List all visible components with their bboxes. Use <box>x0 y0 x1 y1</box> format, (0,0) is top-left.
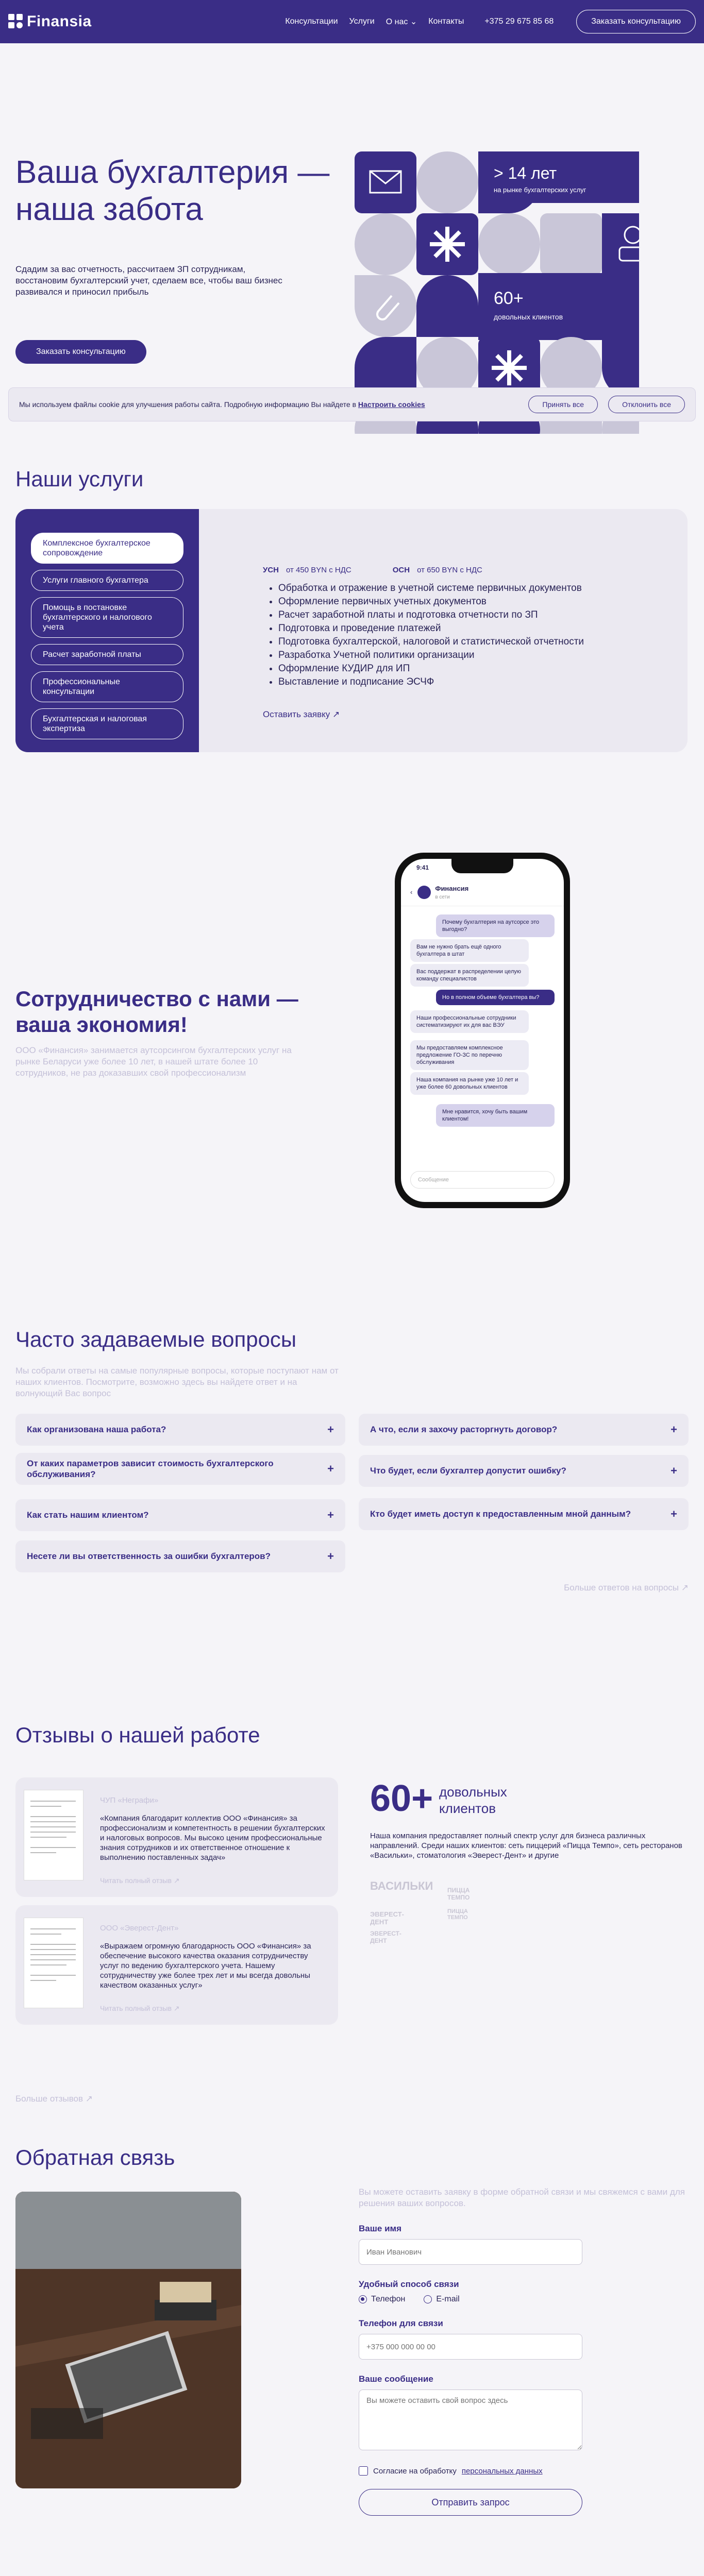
user-icon <box>602 213 639 275</box>
phone-screen <box>401 859 564 1202</box>
faq-question-text: От каких параметров зависит стоимость бухгалтерского обслуживания? <box>27 1459 274 1479</box>
mosaic-circle <box>478 213 540 275</box>
hero-cta-button[interactable]: Заказать консультацию <box>15 340 146 364</box>
leave-request-link[interactable] <box>263 709 655 720</box>
reviews-title: Отзывы о нашей работе <box>15 1723 260 1747</box>
chat-message: Наши профессиональные сотрудники систематизируют их для вас ВЭУ <box>410 1010 529 1033</box>
osn-price: от 650 BYN с НДС <box>417 566 482 574</box>
tab-consultations[interactable]: Профессиональные консультации <box>31 671 183 702</box>
mosaic-circle <box>416 151 478 213</box>
faq-question-text: Несете ли вы ответственность за ошибки бухгалтеров? <box>27 1551 271 1561</box>
hero-title: Ваша бухгалтерия — наша забота <box>15 155 330 227</box>
stat-clients <box>478 273 639 340</box>
read-review-label: Читать полный отзыв <box>100 1876 172 1885</box>
consent-text: Согласие на обработку <box>373 2466 457 2476</box>
chat-message: Мы предоставляем комплексное предложение ГО-ЗС по перечню обслуживания <box>410 1040 529 1070</box>
cookie-text-wrap <box>19 400 425 409</box>
service-item: • Обработка и отражение в учетной системе первичных документов <box>278 582 655 595</box>
more-faq-label: Больше ответов на вопросы <box>564 1583 679 1592</box>
service-item: • Расчет заработной платы и подготовка отчетности по ЗП <box>278 608 655 622</box>
faq-question[interactable] <box>15 1414 345 1446</box>
header-cta-button[interactable]: Заказать консультацию <box>576 10 696 33</box>
tab-chief-accountant[interactable]: Услуги главного бухгалтера <box>31 570 183 591</box>
radio-email[interactable] <box>424 2295 459 2304</box>
client-logo: ЭВЕРЕСТ-ДЕНТ <box>370 1930 401 1944</box>
cookie-banner <box>8 387 696 421</box>
office-photo <box>15 2192 241 2488</box>
phone-input[interactable] <box>359 2334 582 2360</box>
cooperation-section <box>0 778 704 1306</box>
read-review-link[interactable] <box>100 2004 180 2013</box>
arrow-up-right-icon: ↗ <box>85 2094 93 2104</box>
radio-phone-indicator <box>359 2295 367 2303</box>
more-reviews-link[interactable] <box>15 2094 93 2104</box>
nav-contacts[interactable]: Контакты <box>428 17 464 26</box>
nav-about-label: О нас <box>385 18 408 26</box>
faq-question-text: Как стать нашим клиентом? <box>27 1510 149 1520</box>
chat-message: Мне нравится, хочу быть вашим клиентом! <box>436 1104 555 1127</box>
contact-method-label: Удобный способ связи <box>359 2279 459 2289</box>
faq-title: Часто задаваемые вопросы <box>15 1327 297 1351</box>
plus-icon: + <box>671 1464 677 1477</box>
phone-time: 9:41 <box>416 864 429 871</box>
read-review-label: Читать полный отзыв <box>100 2004 172 2012</box>
faq-question[interactable] <box>15 1453 345 1485</box>
feedback-form <box>359 2187 689 2516</box>
review-document-image[interactable] <box>24 1918 83 2008</box>
chat-message: Вам не нужно брать ещё одного бухгалтера в штат <box>410 939 529 962</box>
review-card <box>15 1777 338 1897</box>
service-details <box>263 566 655 720</box>
review-text: «Выражаем огромную благодарность ООО «Финансия» за обеспечение высокого качества оказания сотрудничеству услуг по ведению бухгалтерского учета. Нашему сотрудничеству уже более трех лет и мы всегда довольны качеством оказанных услуг» <box>100 1942 311 1990</box>
usn-price: от 450 BYN с НДС <box>286 566 351 574</box>
tab-complex[interactable]: Комплексное бухгалтерское сопровождение <box>31 533 183 564</box>
logo[interactable] <box>8 13 92 30</box>
plus-icon: + <box>327 1550 334 1563</box>
hero-lead: Сдадим за вас отчетность, рассчитаем ЗП сотрудникам, восстановим бухгалтерский учет, сделаем все, чтобы ваш бизнес развивался и приносил прибыль <box>15 264 282 297</box>
feedback-note: Вы можете оставить заявку в форме обратной связи и мы свяжемся с вами для решения ваших вопросов. <box>359 2187 685 2208</box>
plus-icon: + <box>327 1423 334 1436</box>
message-textarea[interactable] <box>359 2389 582 2450</box>
review-author: ЧУП «Неграфи» <box>100 1796 159 1805</box>
service-item: • Оформление первичных учетных документов <box>278 595 655 608</box>
service-item: • Разработка Учетной политики организации <box>278 649 655 662</box>
plus-icon: + <box>671 1423 677 1436</box>
chat-message: Вас поддержат в распределении целую команду специалистов <box>410 964 529 987</box>
mosaic-square <box>540 213 602 275</box>
service-item: • Подготовка и проведение платежей <box>278 622 655 635</box>
usn-label: УСН <box>263 566 279 574</box>
client-logo: ЭВЕРЕСТ-ДЕНТ <box>370 1910 404 1926</box>
stat-years-label: на рынке бухгалтерских услуг <box>494 186 586 194</box>
radio-email-indicator <box>424 2295 432 2303</box>
chat-input[interactable]: Сообщение <box>410 1171 555 1189</box>
user-tile <box>602 213 639 275</box>
service-items <box>263 582 655 689</box>
tab-salary[interactable]: Расчет заработной платы <box>31 644 183 665</box>
clip-tile <box>355 275 416 337</box>
review-text: «Компания благодарит коллектив ООО «Финансия» за профессионализм и компетентность в решении бухгалтерских и налоговых вопросов. Мы высоко ценим профессиональные знания сотрудников и их ответственное отношение к выполнению поставленных задач» <box>100 1814 325 1862</box>
name-label: Ваше имя <box>359 2224 402 2233</box>
review-card <box>15 1905 338 2025</box>
plus-icon: + <box>671 1507 677 1520</box>
snowflake-tile <box>416 213 478 275</box>
mosaic-circle <box>355 213 416 275</box>
chat-status: в сети <box>435 894 450 900</box>
arrow-up-right-icon: ↗ <box>173 2004 180 2012</box>
nav-consultations[interactable]: Консультации <box>285 17 338 26</box>
logo-icon <box>8 14 24 29</box>
service-item: • Оформление КУДИР для ИП <box>278 662 655 675</box>
chat-name <box>435 885 468 900</box>
arrow-up-right-icon: ↗ <box>681 1583 689 1592</box>
osn-label: ОСН <box>392 566 410 574</box>
phone-label: Телефон для связи <box>359 2318 443 2328</box>
tab-setup[interactable]: Помощь в постановке бухгалтерского и налогового учета <box>31 597 183 638</box>
faq-question[interactable] <box>359 1455 689 1487</box>
phone-notch <box>451 859 513 873</box>
faq-section <box>0 1306 704 1718</box>
message-label: Ваше сообщение <box>359 2374 433 2384</box>
cookie-accept-button[interactable]: Принять все <box>528 396 598 413</box>
service-item: • Выставление и подписание ЭСЧФ <box>278 675 655 689</box>
chevron-down-icon: ⌄ <box>410 18 417 26</box>
feedback-title: Обратная связь <box>15 2145 175 2170</box>
desk-illustration <box>15 2192 241 2488</box>
more-faq-link[interactable] <box>564 1583 689 1593</box>
services-title: Наши услуги <box>15 467 144 491</box>
leave-request-label: Оставить заявку <box>263 709 330 719</box>
coop-desc: ООО «Финансия» занимается аутсорсингом бухгалтерских услуг на рынке Беларуси уже более 10 лет, в нашей штате более 10 сотрудников, не раз доказавших свой профессионализм <box>15 1045 292 1078</box>
site-header <box>0 0 704 43</box>
faq-question-text: А что, если я захочу расторгнуть договор? <box>370 1425 558 1434</box>
clients-count-label: довольных клиентов <box>439 1784 507 1816</box>
client-logo: ВАСИЛЬКИ <box>370 1879 433 1892</box>
price-osn <box>393 566 482 574</box>
stat-years-value: > 14 лет <box>494 164 557 182</box>
header-phone[interactable]: +375 29 675 85 68 <box>484 17 554 26</box>
consent-checkbox[interactable] <box>359 2466 368 2476</box>
faq-question-text: Кто будет иметь доступ к предоставленным мной данным? <box>370 1509 631 1519</box>
client-logo: ПИЦЦА ТЕМПО <box>447 1887 470 1901</box>
chat-message: Наша компания на рынке уже 10 лет и уже более 60 довольных клиентов <box>410 1072 529 1095</box>
tab-expertise[interactable]: Бухгалтерская и налоговая экспертиза <box>31 708 183 739</box>
clients-text: Наша компания предоставляет полный спектр услуг для бизнеса различных направлений. Среди наших клиентов: сеть пиццерий «Пицца Темпо», сеть ресторанов «Васильки», стоматология «Эверест-Дент» и другие <box>370 1832 682 1860</box>
stat-years <box>483 151 639 203</box>
cookie-decline-button[interactable]: Отклонить все <box>608 396 685 413</box>
radio-phone[interactable] <box>359 2295 405 2304</box>
nav-services[interactable]: Услуги <box>349 17 375 26</box>
submit-request-button[interactable]: Отправить запрос <box>359 2489 582 2516</box>
faq-question-text: Что будет, если бухгалтер допустит ошибку? <box>370 1466 566 1476</box>
mail-icon <box>355 151 416 213</box>
snowflake-icon <box>416 213 478 275</box>
radio-email-label: E-mail <box>436 2295 460 2303</box>
plus-icon: + <box>327 1462 334 1475</box>
service-item: • Подготовка бухгалтерской, налоговой и статистической отчетности <box>278 635 655 649</box>
chat-avatar <box>417 886 431 899</box>
faq-desc: Мы собрали ответы на самые популярные вопросы, которые поступают нам от наших клиентов. Посмотрите, возможно здесь вы найдете ответ и на волнующий Вас вопрос <box>15 1366 339 1398</box>
price-row <box>263 566 655 574</box>
chat-message: Но в полном объеме бухгалтера вы? <box>436 990 555 1005</box>
faq-question-text: Как организована наша работа? <box>27 1425 166 1434</box>
logo-text: Finansia <box>27 13 92 30</box>
reviews-section <box>0 1718 704 2125</box>
review-document-image[interactable] <box>24 1790 83 1880</box>
read-review-link[interactable] <box>100 1876 180 1885</box>
cookie-text: Мы используем файлы cookie для улучшения работы сайта. Подробную информацию Вы найдете в <box>19 400 357 409</box>
radio-phone-label: Телефон <box>371 2295 406 2303</box>
faq-question[interactable] <box>15 1540 345 1572</box>
mail-tile <box>355 151 416 213</box>
back-arrow-icon: ‹ <box>410 888 413 896</box>
paperclip-icon <box>355 275 416 337</box>
phone-mockup <box>395 853 570 1208</box>
chat-header <box>401 878 564 906</box>
consent-row <box>359 2466 689 2476</box>
client-logo: ПИЦЦА ТЕМПО <box>447 1908 468 1921</box>
nav-about[interactable] <box>386 16 417 27</box>
stat-clients-label: довольных клиентов <box>494 313 563 321</box>
personal-data-link[interactable]: персональных данных <box>461 2466 543 2476</box>
review-author: ООО «Эверест-Дент» <box>100 1924 179 1933</box>
plus-icon: + <box>327 1509 334 1521</box>
stat-clients-value: 60+ <box>494 289 524 308</box>
arrow-up-right-icon: ↗ <box>173 1876 180 1885</box>
faq-question[interactable] <box>359 1414 689 1446</box>
coop-title: Сотрудничество с нами — ваша экономия! <box>15 987 298 1037</box>
more-reviews-label: Больше отзывов <box>15 2094 83 2104</box>
main-nav <box>285 10 696 33</box>
contact-method-group <box>359 2295 689 2304</box>
chat-name-text: Финансия <box>435 884 469 892</box>
name-input[interactable] <box>359 2239 582 2265</box>
arrow-up-right-icon: ↗ <box>332 709 340 719</box>
services-section <box>0 438 704 778</box>
faq-question[interactable] <box>15 1499 345 1531</box>
services-tabs <box>15 509 199 752</box>
mosaic-arch <box>416 275 478 337</box>
services-panel <box>15 509 688 752</box>
clients-count: 60+ <box>370 1778 433 1819</box>
chat-message: Почему бухгалтерия на аутсорсе это выгодно? <box>436 914 555 937</box>
cookie-settings-link[interactable]: Настроить cookies <box>358 400 425 409</box>
hero-section <box>0 43 704 438</box>
faq-question[interactable] <box>359 1498 689 1530</box>
feedback-section <box>0 2125 704 2576</box>
price-usn <box>263 566 351 574</box>
